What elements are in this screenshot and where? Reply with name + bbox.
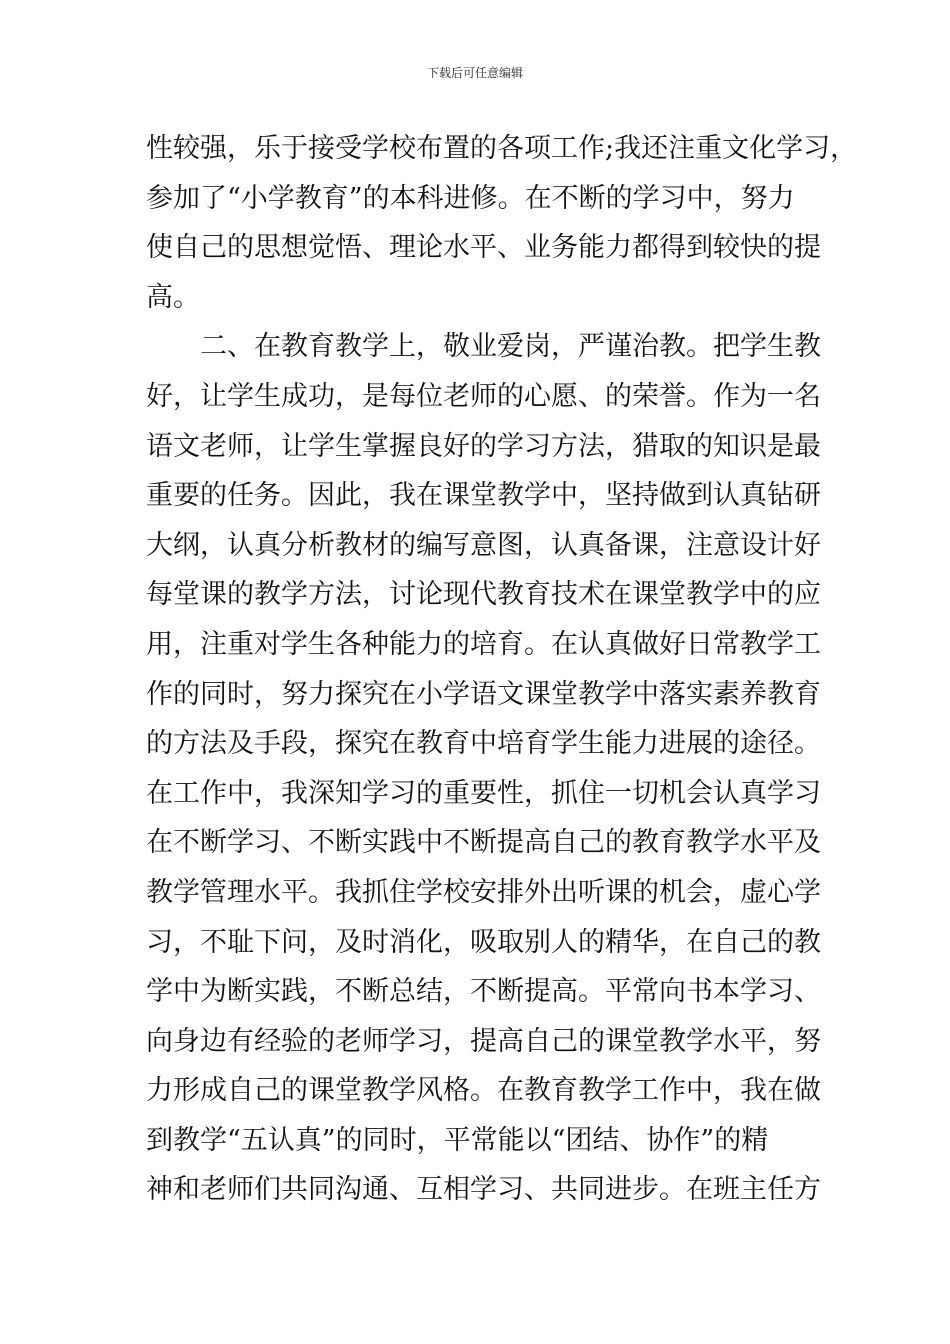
text-line-4: 高。: [146, 281, 200, 313]
text-line-14: 在工作中，我深知学习的重要性，抓住一切机会认真学习: [146, 777, 821, 809]
text-line-6: 好，让学生成功，是每位老师的心愿、的荣誉。作为一名: [146, 380, 821, 412]
text-line-20: 力形成自己的课堂教学风格。在教育教学工作中，我在做: [146, 1075, 821, 1107]
text-line-21: 到教学“五认真”的同时，平常能以“团结、协作”的精: [146, 1124, 769, 1156]
text-line-15: 在不断学习、不断实践中不断提高自己的教育教学水平及: [146, 827, 821, 859]
text-line-13: 的方法及手段，探究在教育中培育学生能力进展的途径。: [146, 728, 821, 760]
text-line-12: 作的同时，努力探究在小学语文课堂教学中落实素养教育: [146, 678, 821, 710]
text-line-19: 向身边有经验的老师学习，提高自己的课堂教学水平，努: [146, 1025, 821, 1057]
text-line-10: 每堂课的教学方法，讨论现代教育技术在课堂教学中的应: [146, 579, 821, 611]
document-body: [146, 124, 858, 1215]
text-line-8: 重要的任务。因此，我在课堂教学中，坚持做到认真钻研: [146, 480, 821, 512]
page-header: 下载后可任意编辑: [426, 66, 523, 80]
text-line-22: 神和老师们共同沟通、互相学习、共同进步。在班主任方: [146, 1174, 821, 1206]
text-line-5: 二、在教育教学上，敬业爱岗，严谨治教。把学生教: [146, 331, 821, 363]
text-line-2: 参加了“小学教育”的本科进修。在不断的学习中，努力: [146, 182, 795, 214]
text-line-3: 使自己的思想觉悟、理论水平、业务能力都得到较快的提: [146, 232, 821, 264]
text-line-7: 语文老师，让学生掌握良好的学习方法，猎取的知识是最: [146, 430, 821, 462]
text-line-17: 习，不耻下问，及时消化，吸取别人的精华，在自己的教: [146, 926, 821, 958]
text-line-11: 用，注重对学生各种能力的培育。在认真做好日常教学工: [146, 628, 821, 660]
text-line-1: 性较强，乐于接受学校布置的各项工作;我还注重文化学习，: [146, 133, 858, 164]
text-line-18: 学中为断实践，不断总结，不断提高。平常向书本学习、: [146, 976, 821, 1008]
text-line-16: 教学管理水平。我抓住学校安排外出听课的机会，虚心学: [146, 876, 821, 908]
text-line-9: 大纲，认真分析教材的编写意图，认真备课，注意设计好: [146, 529, 821, 561]
